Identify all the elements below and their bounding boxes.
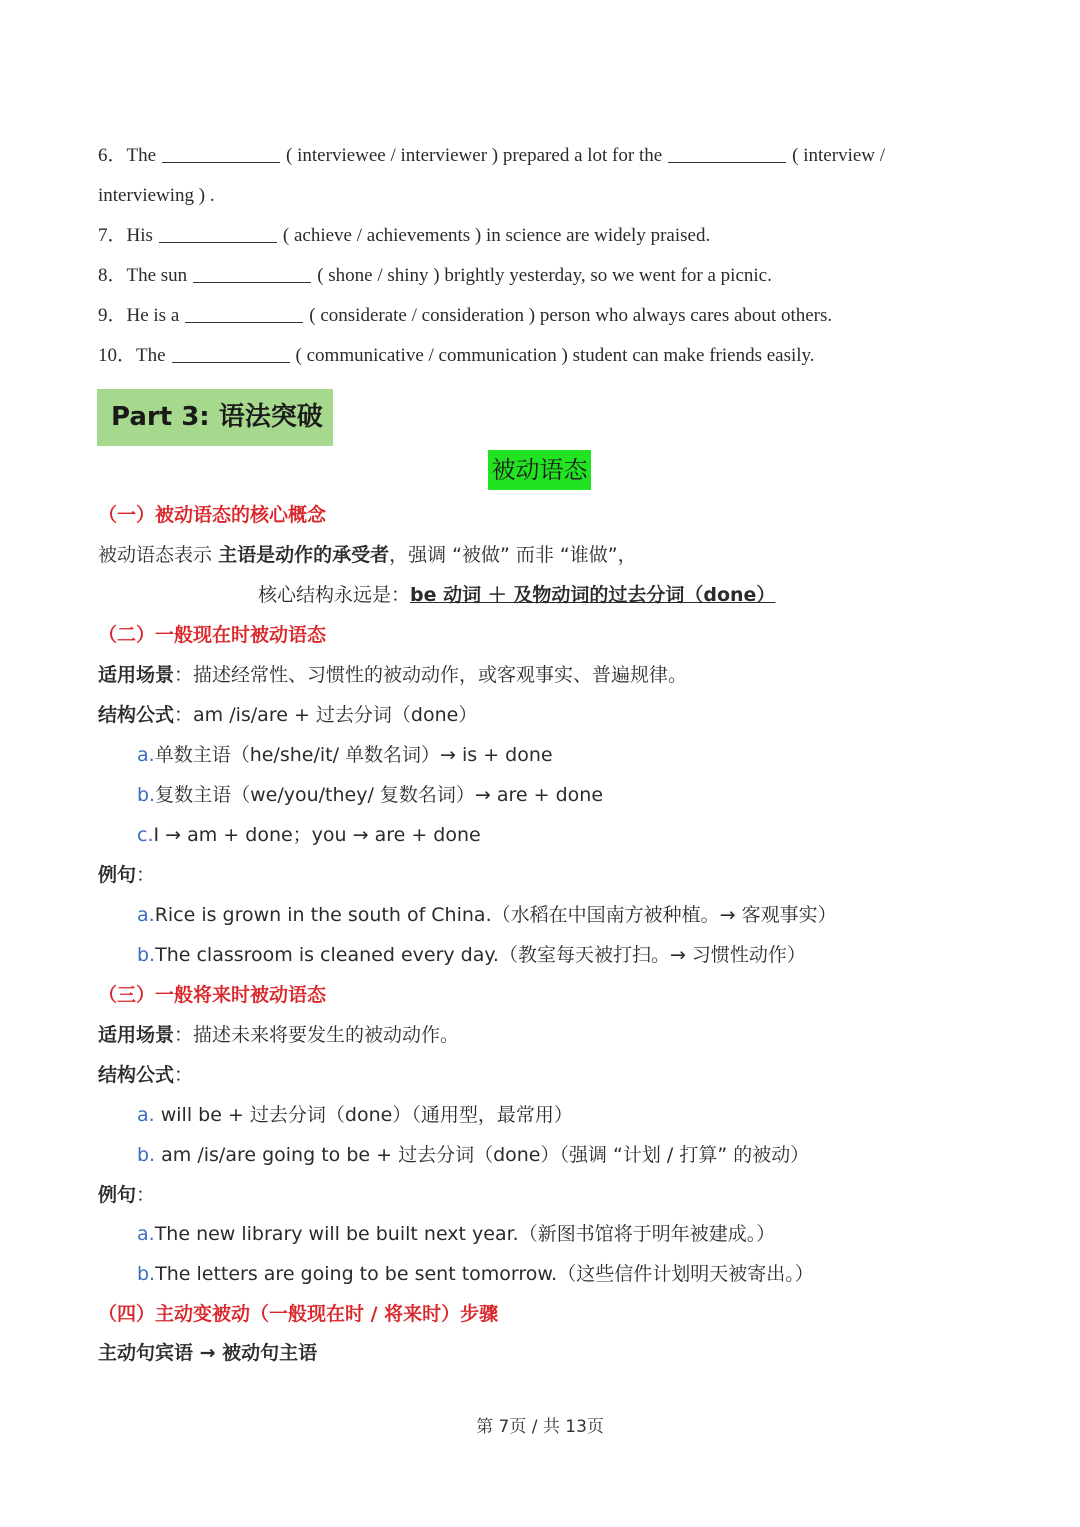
list-item: b.复数主语（we/you/they/ 复数名词）→ are + done — [137, 784, 604, 806]
answer-blank[interactable] — [172, 344, 290, 363]
exercise-6: 6．The ( interviewee / interviewer ) prepared a lot for the ( interview / — [98, 145, 886, 166]
topic-title: 被动语态 — [488, 450, 591, 490]
conversion-rule: 主动句宾语 → 被动句主语 — [98, 1342, 318, 1364]
exercise-9: 9．He is a ( considerate / consideration ) person who always cares about others. — [98, 305, 833, 326]
list-item: c.I → am + done；you → are + done — [137, 824, 481, 846]
part-heading: Part 3: 语法突破 — [97, 389, 333, 446]
list-item: a.单数主语（he/she/it/ 单数名词）→ is + done — [137, 744, 553, 766]
concept-paragraph: 被动语态表示 主语是动作的承受者，强调 “被做” 而非 “谁做”， — [98, 544, 637, 566]
answer-blank[interactable] — [668, 144, 786, 163]
section-4-heading: （四）主动变被动（一般现在时 / 将来时）步骤 — [98, 1303, 499, 1325]
section-3-heading: （三）一般将来时被动语态 — [98, 984, 327, 1006]
usage-scene: 适用场景：描述未来将要发生的被动动作。 — [98, 1024, 460, 1046]
example-sentence: b.The letters are going to be sent tomorrow.（这些信件计划明天被寄出。） — [137, 1263, 814, 1285]
section-2-heading: （二）一般现在时被动语态 — [98, 624, 327, 646]
structure-formula: 结构公式： — [98, 1064, 194, 1086]
section-1-heading: （一）被动语态的核心概念 — [98, 504, 327, 526]
list-item: b. am /is/are going to be + 过去分词（done）（强调 “计划 / 打算” 的被动） — [137, 1144, 810, 1166]
exercise-10: 10．The ( communicative / communication ) student can make friends easily. — [98, 345, 815, 366]
page-number: 第 7页 / 共 13页 — [476, 1417, 604, 1437]
exercise-6-continued: interviewing ) . — [98, 185, 215, 206]
usage-scene: 适用场景：描述经常性、习惯性的被动动作，或客观事实、普遍规律。 — [98, 664, 688, 686]
list-item: a. will be + 过去分词（done）（通用型，最常用） — [137, 1104, 573, 1126]
answer-blank[interactable] — [162, 144, 280, 163]
structure-formula: 结构公式：am /is/are + 过去分词（done） — [98, 704, 478, 726]
example-label: 例句： — [98, 1184, 156, 1206]
core-structure: 核心结构永远是：be 动词 ＋ 及物动词的过去分词（done） — [258, 584, 776, 606]
exercise-8: 8．The sun ( shone / shiny ) brightly yesterday, so we went for a picnic. — [98, 265, 772, 286]
answer-blank[interactable] — [193, 264, 311, 283]
example-sentence: a.The new library will be built next year.（新图书馆将于明年被建成。） — [137, 1223, 776, 1245]
example-sentence: a.Rice is grown in the south of China.（水稻在中国南方被种植。→ 客观事实） — [137, 904, 837, 926]
answer-blank[interactable] — [185, 304, 303, 323]
example-sentence: b.The classroom is cleaned every day.（教室每天被打扫。→ 习惯性动作） — [137, 944, 806, 966]
answer-blank[interactable] — [159, 224, 277, 243]
exercise-7: 7．His ( achieve / achievements ) in science are widely praised. — [98, 225, 711, 246]
example-label: 例句： — [98, 864, 156, 886]
